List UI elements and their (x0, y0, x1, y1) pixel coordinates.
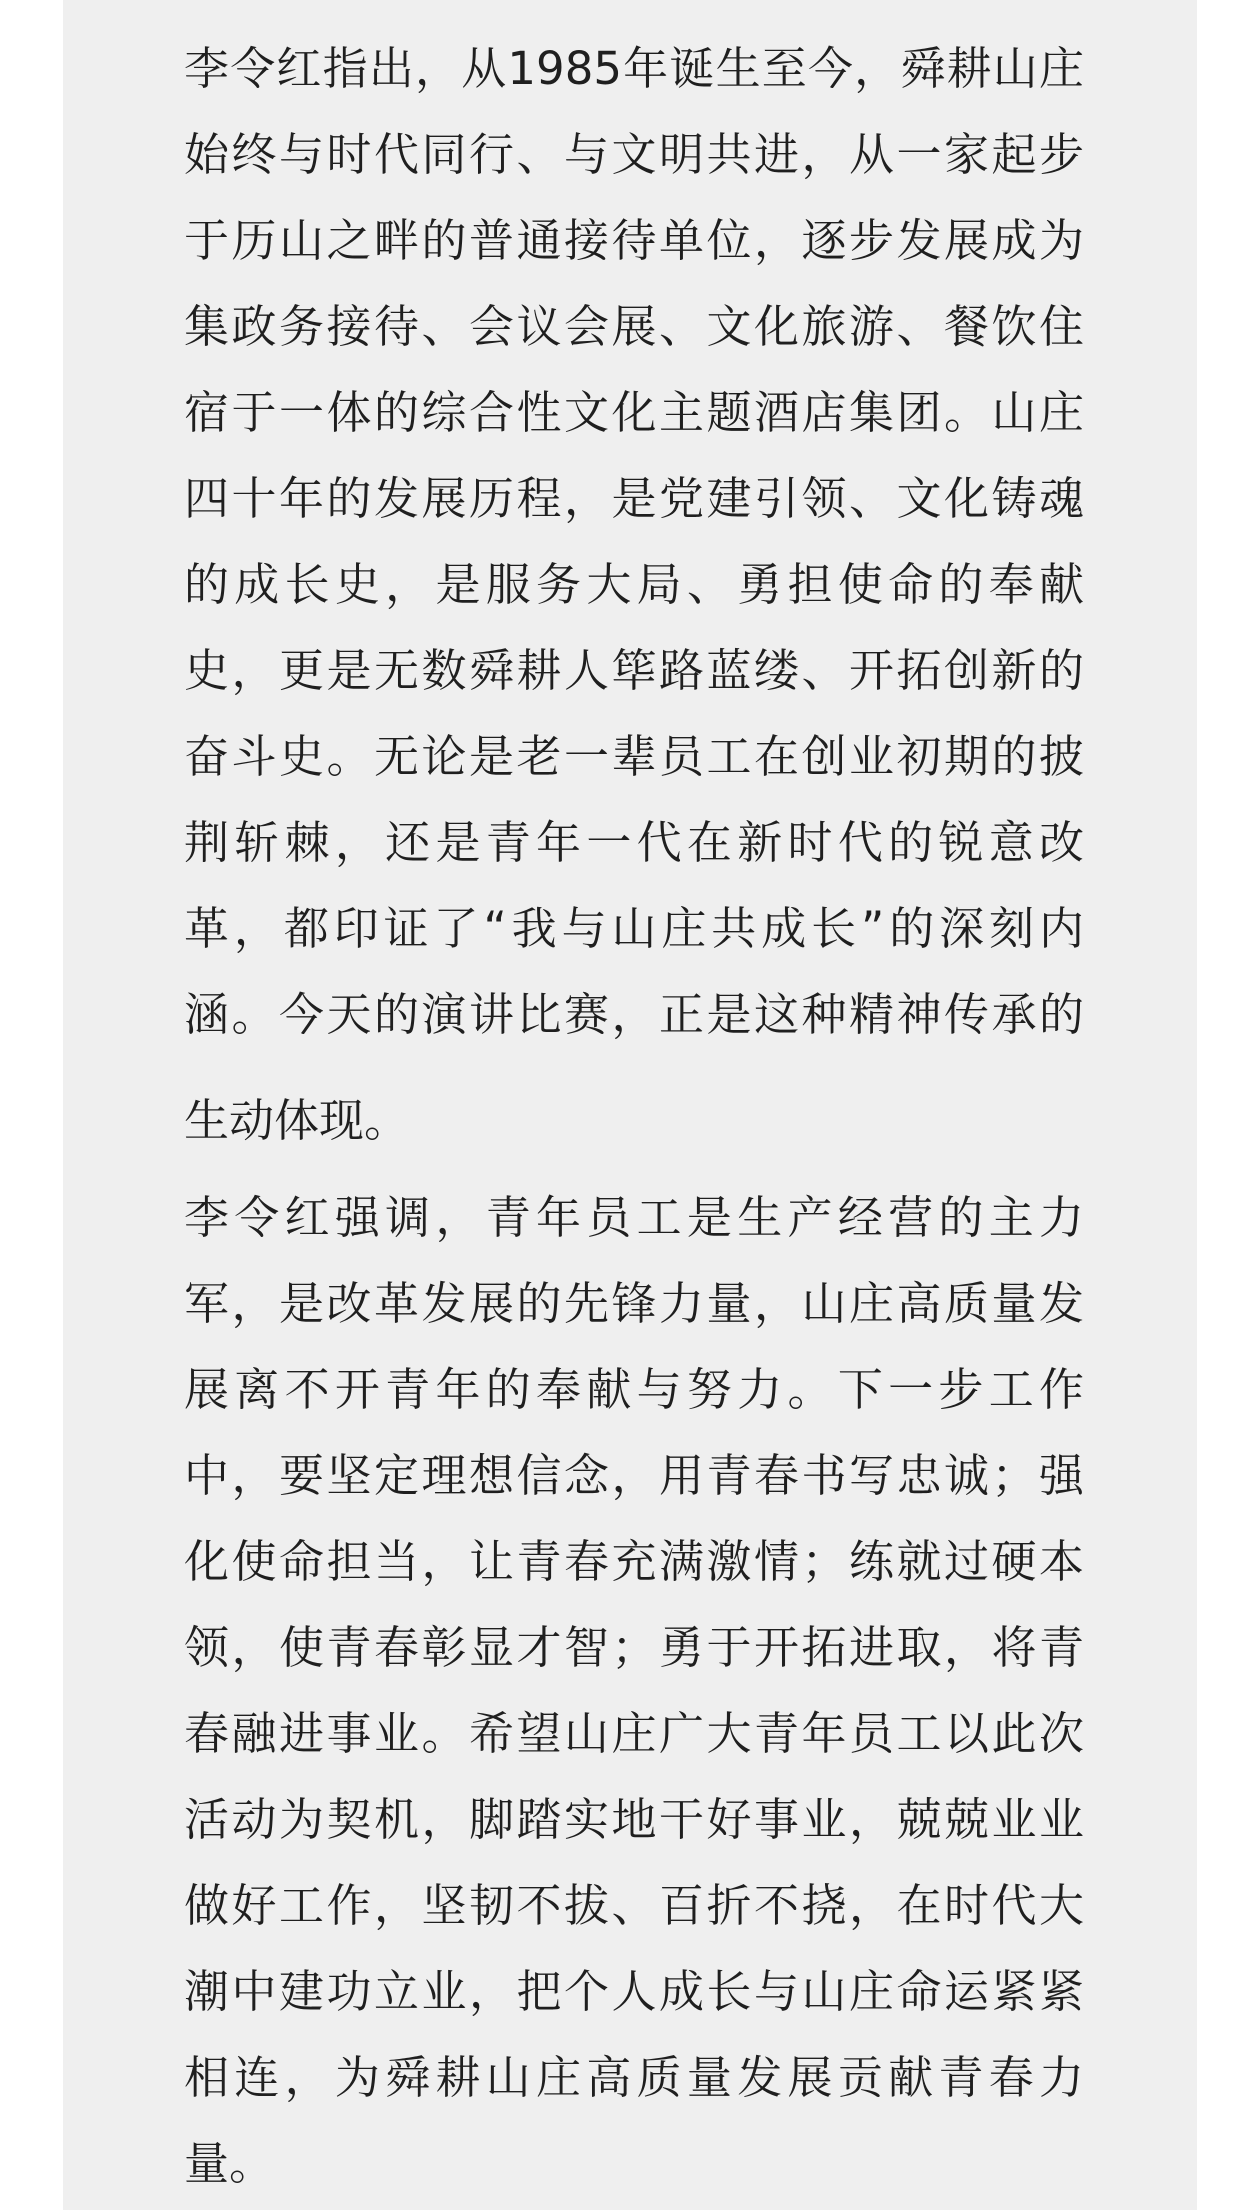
text-line: 化使命担当，让青春充满激情；练就过硬本 (184, 1535, 1084, 1588)
article-panel (63, 0, 1197, 2210)
text-line: 领，使青春彰显才智；勇于开拓进取，将青 (184, 1621, 1084, 1674)
text-line: 革，都印证了“我与山庄共成长”的深刻内 (184, 902, 1084, 955)
text-line: 生动体现。 (184, 1094, 410, 1147)
text-line: 涵。今天的演讲比赛，正是这种精神传承的 (184, 988, 1084, 1041)
text-line: 始终与时代同行、与文明共进，从一家起步 (184, 128, 1084, 181)
text-line: 中，要坚定理想信念，用青春书写忠诚；强 (184, 1449, 1084, 1502)
text-line: 量。 (184, 2137, 275, 2190)
text-line: 春融进事业。希望山庄广大青年员工以此次 (184, 1707, 1084, 1760)
text-line: 军，是改革发展的先锋力量，山庄高质量发 (184, 1277, 1084, 1330)
text-line: 李令红强调，青年员工是生产经营的主力 (184, 1191, 1084, 1244)
text-line: 潮中建功立业，把个人成长与山庄命运紧紧 (184, 1965, 1084, 2018)
text-line: 奋斗史。无论是老一辈员工在创业初期的披 (184, 730, 1084, 783)
text-line: 李令红指出，从1985年诞生至今，舜耕山庄 (184, 42, 1084, 95)
text-line: 相连，为舜耕山庄高质量发展贡献青春力 (184, 2051, 1084, 2104)
text-line: 做好工作，坚韧不拔、百折不挠，在时代大 (184, 1879, 1084, 1932)
text-line: 荆斩棘，还是青年一代在新时代的锐意改 (184, 816, 1084, 869)
article-paragraph (184, 1175, 1084, 2207)
article-paragraph (184, 26, 1084, 1164)
text-line: 史，更是无数舜耕人筚路蓝缕、开拓创新的 (184, 644, 1084, 697)
text-line: 于历山之畔的普通接待单位，逐步发展成为 (184, 214, 1084, 267)
text-line: 的成长史，是服务大局、勇担使命的奉献 (184, 558, 1084, 611)
text-line: 四十年的发展历程，是党建引领、文化铸魂 (184, 472, 1084, 525)
text-line: 宿于一体的综合性文化主题酒店集团。山庄 (184, 386, 1084, 439)
text-line: 集政务接待、会议会展、文化旅游、餐饮住 (184, 300, 1084, 353)
text-line: 活动为契机，脚踏实地干好事业，兢兢业业 (184, 1793, 1084, 1846)
text-line: 展离不开青年的奉献与努力。下一步工作 (184, 1363, 1084, 1416)
